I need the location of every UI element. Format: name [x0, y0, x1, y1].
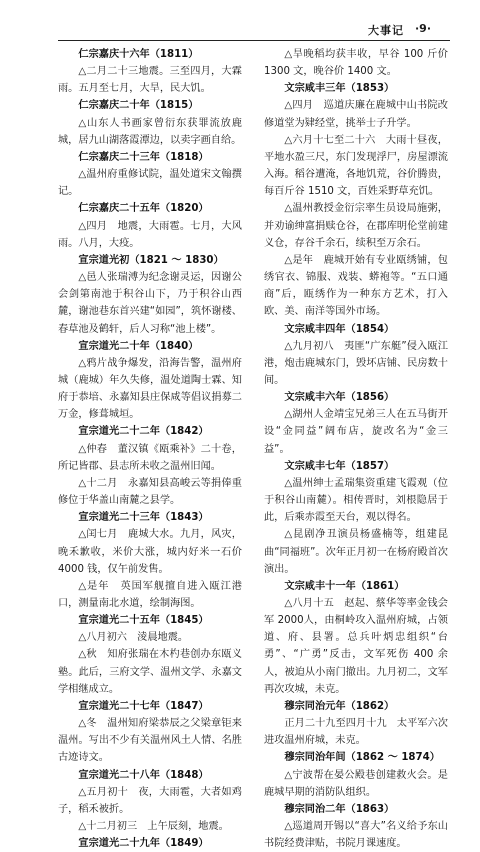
entry-paragraph: △闰七月 鹿城大水。九月，风灾，晚禾歉收，米价大涨，城内好米一石价 4000 钱，仅午前发售。	[58, 529, 242, 575]
entry-paragraph: △八月十五 赵起、蔡华等率金钱会军 2000人，由桐岭攻入温州府城，占领道、府、县署。总兵叶炳忠组织“台勇”、“广勇”反击，文军死伤 400 余人，被迫从小南门撤出。九月初二，文军再次攻城，未克。	[264, 598, 448, 695]
entry-paragraph: 正月二十九至四月十九 太平军六次进攻温州府城，未克。	[264, 718, 448, 747]
year-heading: 文宗咸丰四年（1854）	[284, 323, 395, 335]
year-heading: 仁宗嘉庆十六年（1811）	[78, 49, 199, 60]
year-heading: 宣宗道光二十九年（1849）	[78, 838, 209, 850]
entry-paragraph: △昆剧净丑演员杨盛楠等，组建昆曲“同福班”。次年正月初一在杨府殿首次演出。	[264, 529, 448, 575]
year-heading: 文宗咸丰六年（1856）	[284, 392, 395, 404]
year-heading: 穆宗同治元年（1862）	[284, 700, 395, 712]
entry-paragraph: △湖州人金靖宝兄弟三人在五马街开设“金同益”阔布店，旋改名为“金三益”。	[264, 409, 448, 455]
year-heading: 宣宗道光初（1821 ～ 1830）	[78, 254, 224, 266]
entry-paragraph: △二月二十三地震。三至四月，大霖雨。五月至七月，大旱，民大饥。	[58, 66, 242, 95]
year-heading: 宣宗道光二十年（1840）	[78, 340, 199, 352]
header-rule	[58, 40, 450, 41]
entry-paragraph: △是年 英国军舰擅自进入瓯江港口，测量南北水道，绘制海图。	[58, 580, 242, 609]
entry-paragraph: △宁波帮在晏公殿巷创建救火会。是鹿城早期的消防队组织。	[264, 769, 448, 798]
entry-paragraph: △温州府重修试院，温处道宋文翰撰记。	[58, 169, 242, 198]
year-heading: 仁宗嘉庆二十年（1815）	[78, 100, 199, 112]
year-heading: 仁宗嘉庆二十五年（1820）	[78, 203, 209, 215]
entry-paragraph: △旱晚稻均获丰收，早谷 100 斤价 1300 文，晚谷价 1400 文。	[264, 49, 448, 78]
right-column	[264, 46, 448, 852]
entry-paragraph: △十二月初三 上午辰刻，地震。	[78, 821, 229, 833]
left-column	[58, 46, 242, 852]
entry-paragraph: △是年 鹿城开始有专业瓯绣铺，包绣官衣、锦服、戏装、蟒袍等。“五口通商”后，瓯绣作为一种东方艺术，打入欧、美、南洋等国外市场。	[264, 254, 448, 318]
year-heading: 文宗咸丰十一年（1861）	[284, 580, 405, 592]
page-number: ·9·	[415, 22, 432, 35]
year-heading: 穆宗同治二年（1863）	[284, 803, 395, 815]
year-heading: 文宗咸丰三年（1853）	[284, 83, 395, 95]
entry-paragraph: △四月 巡道庆廉在鹿城中山书院改修道堂为肄经堂，挑举士子升学。	[264, 100, 448, 129]
year-heading: 宣宗道光二十五年（1845）	[78, 615, 209, 627]
year-heading: 宣宗道光二十八年（1848）	[78, 769, 209, 781]
entry-paragraph: △鸦片战争爆发，沿海告警，温州府城（鹿城）年久失修，温处道陶士霖、知府于恭培、永嘉知县庄保咸等倡议捐募二万金，修葺城垣。	[58, 357, 242, 421]
entry-paragraph: △秋 知府张瑞在木杓巷创办东瓯义塾。此后，三府文学、温州文学、永嘉文学相继成立。	[58, 649, 242, 695]
entry-paragraph: △冬 温州知府梁恭辰之父梁章钜来温州。写出不少有关温州风土人情、名胜古迹诗文。	[58, 718, 242, 764]
entry-paragraph: △五月初十 夜，大雨雹，大者如鸡子，稻禾被折。	[58, 786, 242, 815]
year-heading: 文宗咸丰七年（1857）	[284, 460, 395, 472]
entry-paragraph: △九月初八 夷匪“广东艇”侵入瓯江港，炮击鹿城东门，毁坏店铺、民房数十间。	[264, 340, 448, 386]
entry-paragraph: △巡道周开锡以“喜大”名义给予东山书院经费津贴，书院月课速度。	[264, 821, 448, 850]
year-heading: 宣宗道光二十七年（1847）	[78, 700, 209, 712]
entry-paragraph: △仲春 董汉镇《瓯乘补》二十卷，所记皆郡、县志所未收之温州旧闻。	[58, 443, 242, 472]
year-heading: 宣宗道光二十二年（1842）	[78, 426, 209, 438]
chapter-title: 大事记	[368, 24, 404, 37]
entry-paragraph: △四月 地震，大雨雹。七月，大风雨。八月，大疫。	[58, 220, 242, 249]
entry-paragraph: △十二月 永嘉知县高峻云等捐俸重修位于华盖山南麓之县学。	[58, 477, 242, 507]
year-heading: 穆宗同治年间（1862 ～ 1874）	[284, 752, 440, 764]
year-heading: 宣宗道光二十三年（1843）	[78, 512, 209, 524]
running-header	[0, 20, 480, 40]
entry-paragraph: △山东人书画家曾衍东获罪流放鹿城，居九山湖落霞潭边，以卖字画自给。	[58, 117, 242, 146]
entry-paragraph: △温州绅士孟瑞集资重建飞霞观（位于积谷山南麓）。相传晋时，刘根隐居于此，后乘赤霞至天台，观以得名。	[264, 477, 448, 524]
entry-paragraph: △温州教授金衍宗率生员设局施粥，并劝谕绅富捐赎仓谷，在郡库明伦堂前建义仓，存谷千余石，续积至万余石。	[264, 203, 448, 249]
entry-paragraph: △六月十七至二十六 大雨十昼夜，平地水盈三尺，东门发现浮尸，房屋漂流入海。稻谷遭淹，各地饥荒，谷价腾贵，每百斤谷 1510 文，百姓采野草充饥。	[264, 134, 448, 198]
year-heading: 仁宗嘉庆二十三年（1818）	[78, 151, 209, 163]
entry-paragraph: △八月初六 淩晨地震。	[78, 632, 189, 644]
entry-paragraph: △邑人张瑞溥为纪念谢灵运，因谢公会剑第南池于积谷山下，乃于积谷山西麓，谢池巷东首兴建“如园”，筑怀谢楼、春草池及鹤轩，后人习称“池上楼”。	[58, 272, 242, 335]
